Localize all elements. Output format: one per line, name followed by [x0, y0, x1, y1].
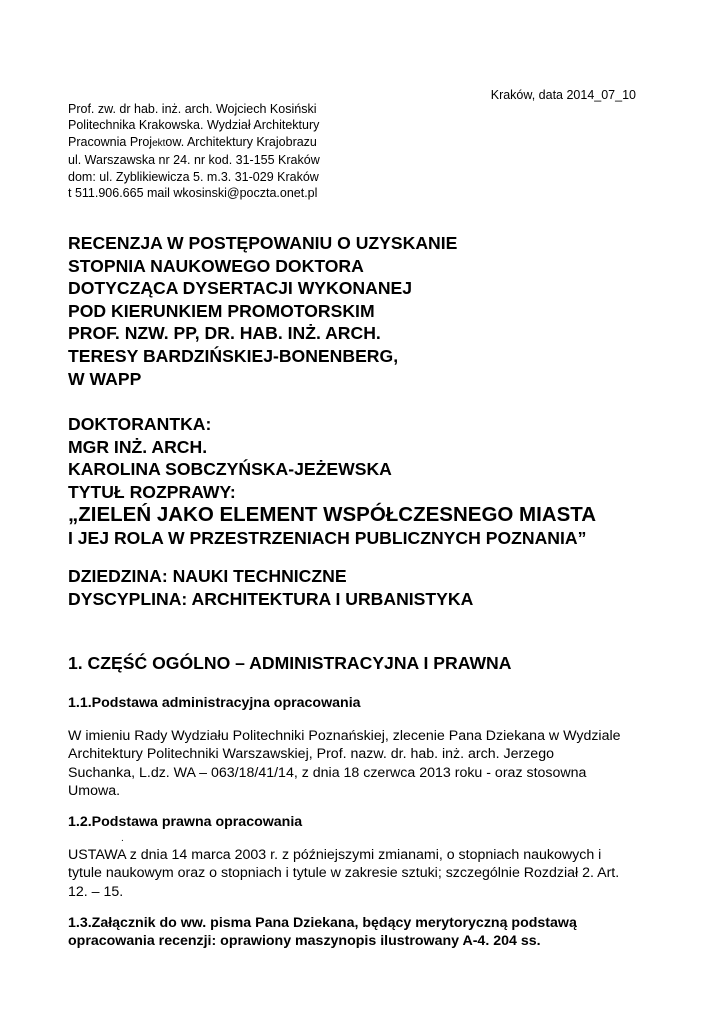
subsection-1-2-body	[68, 846, 668, 901]
subsection-1-2-heading: 1.2.Podstawa prawna opracowania	[68, 814, 303, 830]
author-studio: Pracownia Projektow. Architektury Krajobrazu	[68, 134, 317, 149]
subsection-1-1-body	[68, 727, 668, 801]
title-line: PROF. NZW. PP, DR. HAB. INŻ. ARCH.	[68, 323, 381, 344]
candidate-degree: MGR INŻ. ARCH.	[68, 436, 208, 457]
title-line: RECENZJA W POSTĘPOWANIU O UZYSKANIE	[68, 233, 458, 253]
author-work-address: ul. Warszawska nr 24. nr kod. 31-155 Kraków	[68, 153, 320, 168]
dissertation-subtitle: I JEJ ROLA W PRZESTRZENIACH PUBLICZNYCH POZNANIA”	[68, 528, 587, 549]
paragraph-line: USTAWA z dnia 14 marca 2003 r. z późniejszymi zmianami, o stopniach naukowych i	[68, 847, 602, 863]
title-line: POD KIERUNKIEM PROMOTORSKIM	[68, 300, 375, 321]
dissertation-label: TYTUŁ ROZPRAWY:	[68, 481, 236, 502]
subsection-1-3-line: 1.3.Załącznik do ww. pisma Pana Dziekana, będący merytoryczną podstawą	[68, 915, 577, 931]
document-date: Kraków, data 2014_07_10	[490, 88, 636, 102]
paragraph-line: Umowa.	[68, 783, 121, 800]
section-1-heading: 1. CZĘŚĆ OGÓLNO – ADMINISTRACYJNA I PRAWNA	[68, 653, 512, 673]
dissertation-title: „ZIELEŃ JAKO ELEMENT WSPÓŁCZESNEGO MIASTA	[68, 503, 597, 527]
title-line: W WAPP	[68, 368, 142, 389]
paragraph-line: W imieniu Rady Wydziału Politechniki Poznańskiej, zlecenie Pana Dziekana w Wydziale	[68, 728, 621, 744]
candidate-name: KAROLINA SOBCZYŃSKA-JEŻEWSKA	[68, 459, 392, 480]
discipline-line: DYSCYPLINA: ARCHITEKTURA I URBANISTYKA	[68, 589, 474, 609]
paragraph-line: Suchanka, L.dz. WA – 063/18/41/14, z dnia 18 czerwca 2013 roku - oraz stosowna	[68, 764, 587, 781]
author-institution: Politechnika Krakowska. Wydział Architektury	[68, 118, 320, 133]
paragraph-line: Architektury Politechniki Warszawskiej, Prof. nazw. dr. hab. inż. arch. Jerzego	[68, 746, 554, 763]
stray-dot: .	[121, 833, 124, 844]
title-line: DOTYCZĄCA DYSERTACJI WYKONANEJ	[68, 278, 413, 299]
title-line: STOPNIA NAUKOWEGO DOKTORA	[68, 255, 364, 276]
author-address-block	[68, 101, 320, 201]
candidate-block	[68, 413, 596, 549]
author-home-address: dom: ul. Zyblikiewicza 5. m.3. 31-029 Kraków	[68, 169, 319, 184]
subsection-1-3	[68, 914, 577, 951]
title-line: TERESY BARDZIŃSKIEJ-BONENBERG,	[68, 345, 399, 366]
field-discipline-block	[68, 565, 473, 611]
subsection-1-3-line: opracowania recenzji: oprawiony maszynopis ilustrowany A-4. 204 ss.	[68, 933, 541, 950]
subsection-1-1-heading: 1.1.Podstawa administracyjna opracowania	[68, 695, 361, 711]
candidate-label: DOKTORANTKA:	[68, 414, 212, 434]
paragraph-line: 12. – 15.	[68, 883, 124, 900]
paragraph-line: tytule naukowym oraz o stopniach i tytule w zakresie sztuki; szczególnie Rozdział 2. Art.	[68, 865, 620, 882]
review-title	[68, 232, 457, 390]
author-name: Prof. zw. dr hab. inż. arch. Wojciech Kosiński	[68, 102, 317, 116]
author-contact: t 511.906.665 mail wkosinski@poczta.onet.pl	[68, 186, 318, 201]
field-line: DZIEDZINA: NAUKI TECHNICZNE	[68, 566, 347, 586]
